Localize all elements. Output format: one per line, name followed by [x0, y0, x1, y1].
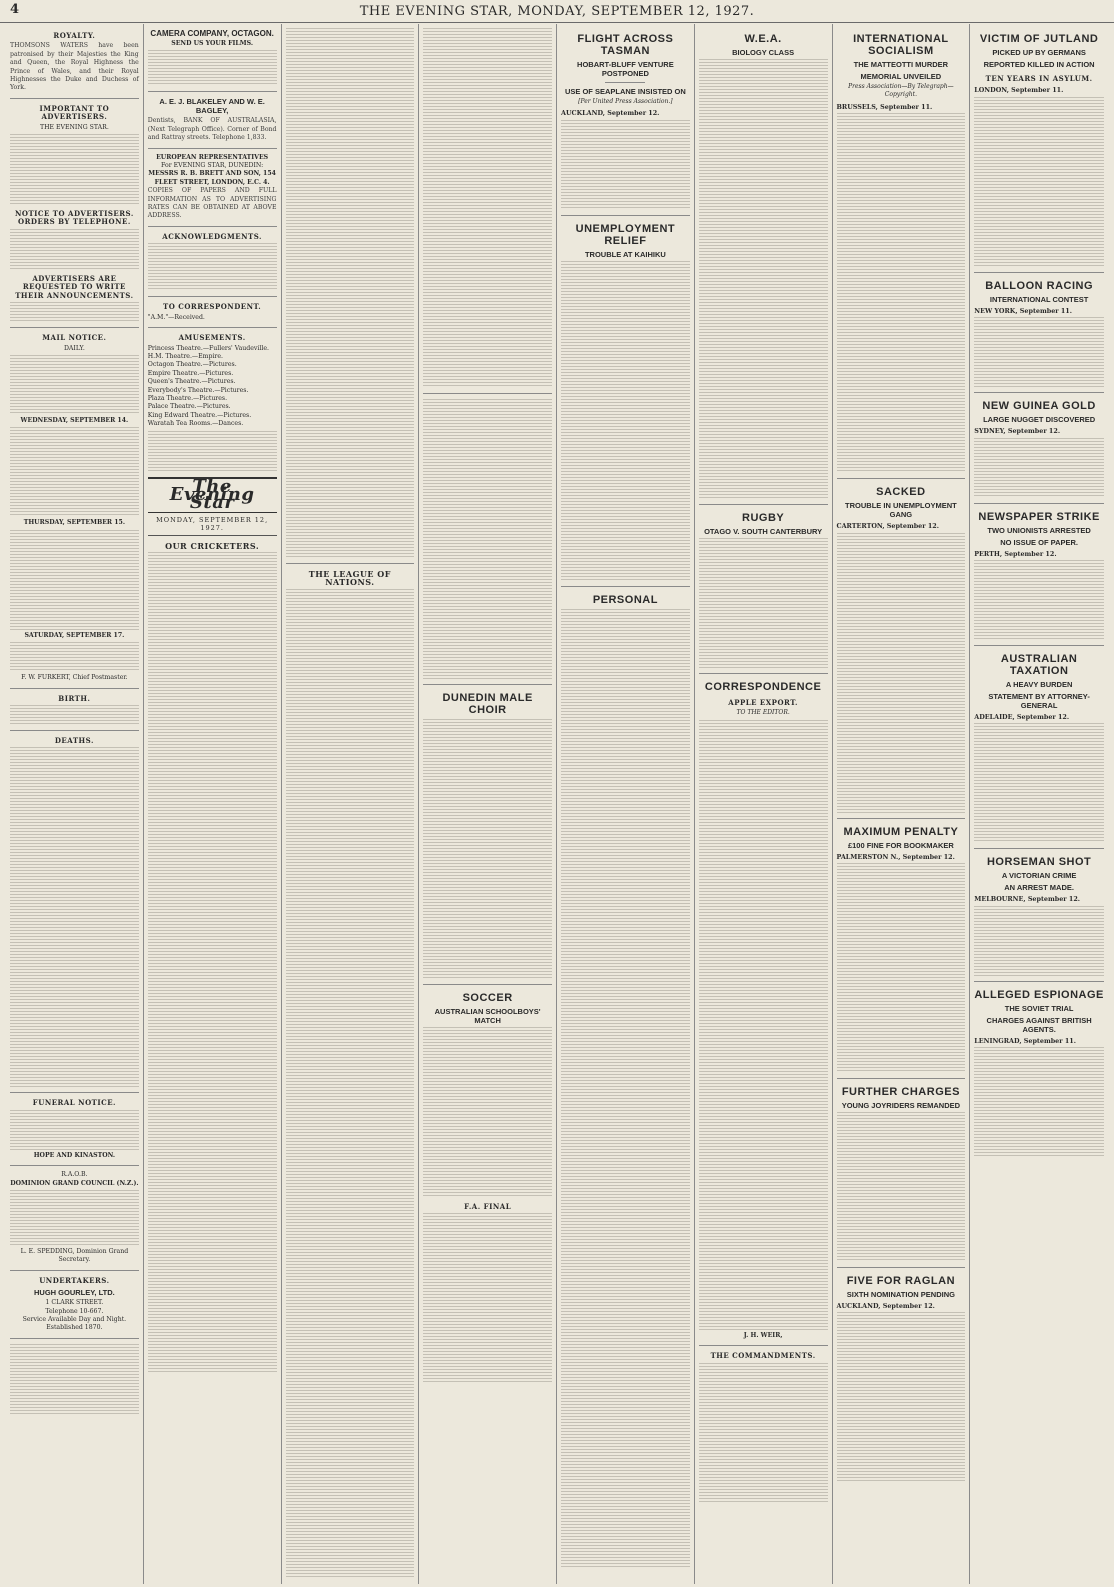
dateline: BRUSSELS, September 11. — [836, 102, 933, 111]
raob-label: R.A.O.B. — [61, 1171, 88, 1179]
cricketers-heading: OUR CRICKETERS. — [165, 540, 260, 551]
article-body — [561, 120, 690, 210]
article-body — [837, 1312, 966, 1482]
amusement-line: Everybody's Theatre.—Pictures. — [147, 386, 249, 394]
horseman-heading: HORSEMAN SHOT — [986, 856, 1092, 869]
article-body — [423, 1213, 552, 1383]
dateline: LONDON, September 11. — [974, 86, 1064, 95]
article-body — [286, 28, 415, 558]
european-sub: For EVENING STAR, DUNEDIN: — [161, 162, 264, 170]
dateline: AUCKLAND, September 12. — [561, 109, 660, 118]
article-body — [699, 1363, 828, 1503]
funeral-signature: HOPE AND KINASTON. — [33, 1151, 116, 1159]
text-block — [148, 50, 277, 86]
divider — [10, 1165, 139, 1166]
charges-subheading: YOUNG JOYRIDERS REMANDED — [841, 1101, 961, 1111]
blakeley-heading: A. E. J. BLAKELEY AND W. E. BAGLEY, — [159, 97, 265, 116]
apple-export-heading: APPLE EXPORT. — [728, 698, 798, 707]
divider — [423, 393, 552, 394]
article-body — [837, 533, 966, 813]
divider — [974, 272, 1104, 273]
divider — [10, 1270, 139, 1271]
rugby-subheading: OTAGO V. SOUTH CANTERBURY — [704, 527, 823, 536]
divider — [699, 504, 828, 505]
jutland-subheading-3: TEN YEARS IN ASYLUM. — [985, 74, 1093, 83]
edition-date: MONDAY, SEPTEMBER 12, 1927. — [148, 516, 277, 536]
soccer-heading: SOCCER — [462, 992, 513, 1004]
amusement-line: King Edward Theatre.—Pictures. — [147, 411, 252, 419]
correspondence-heading: CORRESPONDENCE — [704, 681, 822, 693]
dominion-heading: DOMINION GRAND COUNCIL (N.Z.). — [10, 1179, 139, 1187]
dateline: AUCKLAND, September 12. — [836, 1302, 935, 1311]
mail-heading: MAIL NOTICE. — [42, 333, 107, 343]
article-body — [974, 723, 1104, 843]
text-block — [10, 1344, 139, 1414]
rugby-heading: RUGBY — [742, 512, 785, 524]
column-4 — [419, 24, 557, 1584]
divider — [10, 98, 139, 99]
charges-heading: FURTHER CHARGES — [841, 1086, 960, 1099]
amusement-line: H.M. Theatre.—Empire. — [147, 352, 224, 360]
royalty-heading: ROYALTY. — [53, 31, 96, 40]
weir-signature: J. H. WEIR, — [743, 1331, 783, 1339]
article-body — [974, 906, 1104, 976]
text-block — [10, 1190, 139, 1246]
undertakers-heading: UNDERTAKERS. — [39, 1275, 110, 1285]
divider — [10, 1338, 139, 1339]
thursday-label: THURSDAY, SEPTEMBER 15. — [23, 519, 125, 527]
requested-heading: ADVERTISERS ARE REQUESTED TO WRITE THEIR ANNOUNCEMENTS. — [15, 273, 134, 300]
league-heading: THE LEAGUE OF NATIONS. — [308, 569, 391, 588]
dateline: PERTH, September 12. — [974, 549, 1057, 558]
espionage-heading: ALLEGED ESPIONAGE — [974, 988, 1104, 1001]
article-body — [974, 1047, 1104, 1157]
fa-final-heading: F.A. FINAL — [464, 1202, 512, 1211]
column-8 — [970, 24, 1108, 1584]
important-heading: IMPORTANT TO ADVERTISERS. — [39, 103, 110, 122]
newspaper-title-line: THE EVENING STAR, MONDAY, SEPTEMBER 12, 1927. — [359, 3, 755, 19]
column-6 — [695, 24, 833, 1584]
taxation-subheading-2: STATEMENT BY ATTORNEY-GENERAL — [988, 692, 1090, 711]
divider — [286, 563, 415, 564]
dateline: CARTERTON, September 12. — [836, 522, 939, 531]
text-block — [10, 1110, 139, 1150]
divider — [837, 1078, 966, 1079]
gourley-heading: HUGH GOURLEY, LTD. — [34, 1288, 115, 1298]
wednesday-label: WEDNESDAY, SEPTEMBER 14. — [20, 416, 129, 424]
amusements-heading: AMUSEMENTS. — [178, 333, 246, 343]
divider — [423, 984, 552, 985]
divider — [699, 673, 828, 674]
article-body — [148, 552, 277, 1372]
divider — [837, 478, 966, 479]
article-body — [561, 261, 690, 581]
camera-sub: SEND US YOUR FILMS. — [171, 40, 254, 47]
wea-subheading: BIOLOGY CLASS — [732, 48, 795, 57]
raglan-heading: FIVE FOR RAGLAN — [846, 1275, 956, 1288]
gourley-service: Service Available Day and Night. Established 1870. — [22, 1316, 127, 1332]
divider — [148, 148, 277, 149]
correspondent-heading: TO CORRESPONDENT. — [163, 302, 262, 312]
amusement-line: Waratah Tea Rooms.—Dances. — [147, 420, 244, 428]
column-5 — [557, 24, 695, 1584]
divider — [561, 215, 690, 216]
text-block — [10, 747, 139, 1087]
divider — [974, 848, 1104, 849]
text-block — [10, 427, 139, 517]
strike-subheading: TWO UNIONISTS ARRESTED — [987, 525, 1091, 535]
jutland-heading: VICTIM OF JUTLAND — [979, 33, 1099, 45]
columns — [6, 24, 1108, 1584]
sacked-heading: SACKED — [876, 486, 926, 499]
article-body — [699, 720, 828, 1330]
memorial-subheading: MEMORIAL UNVEILED — [860, 72, 942, 81]
gourley-telephone: Telephone 10-667. — [45, 1307, 104, 1315]
sacked-subheading: TROUBLE IN UNEMPLOYMENT GANG — [845, 501, 957, 520]
article-body — [974, 317, 1104, 387]
divider — [974, 503, 1104, 504]
article-body — [423, 28, 552, 388]
article-body — [699, 59, 828, 499]
divider — [148, 296, 277, 297]
amusement-line: Plaza Theatre.—Pictures. — [147, 394, 228, 402]
to-editor: TO THE EDITOR. — [736, 709, 790, 717]
taxation-subheading: A HEAVY BURDEN — [1005, 680, 1073, 690]
dateline: SYDNEY, September 12. — [974, 427, 1061, 436]
horseman-subheading-2: AN ARREST MADE. — [1004, 883, 1074, 893]
unemployment-heading: UNEMPLOYMENT RELIEF — [575, 222, 676, 247]
strike-heading: NEWSPAPER STRIKE — [978, 510, 1100, 523]
saturday-label: SATURDAY, SEPTEMBER 17. — [24, 631, 125, 639]
dateline: ADELAIDE, September 12. — [974, 713, 1070, 722]
divider — [837, 1267, 966, 1268]
flight-subheading-2: USE OF SEAPLANE INSISTED ON — [564, 87, 686, 96]
short-divider — [605, 82, 645, 83]
amusement-line: Palace Theatre.—Pictures. — [147, 403, 231, 411]
page-number: 4 — [10, 2, 20, 17]
divider — [837, 818, 966, 819]
balloon-subheading: INTERNATIONAL CONTEST — [989, 294, 1089, 304]
article-body — [837, 113, 966, 473]
european-firm: MESSRS R. B. BRETT AND SON, 154 FLEET STREET, LONDON, E.C. 4. — [148, 170, 276, 186]
dateline: PALMERSTON N., September 12. — [836, 852, 955, 861]
dateline: LENINGRAD, September 11. — [974, 1036, 1076, 1045]
article-body — [699, 538, 828, 668]
amusement-line: Empire Theatre.—Pictures. — [147, 369, 234, 377]
article-body — [423, 399, 552, 679]
gourley-address: 1 CLARK STREET. — [45, 1299, 104, 1307]
strike-subheading-2: NO ISSUE OF PAPER. — [1000, 537, 1079, 547]
horseman-subheading: A VICTORIAN CRIME — [1001, 871, 1077, 881]
dateline: NEW YORK, September 11. — [974, 306, 1072, 315]
jutland-subheading: PICKED UP BY GERMANS — [992, 48, 1086, 57]
text-block — [148, 243, 277, 291]
dunedin-choir-heading: DUNEDIN MALE CHOIR — [442, 692, 533, 716]
column-7 — [833, 24, 971, 1584]
daily-label: DAILY. — [63, 344, 85, 352]
divider — [699, 1345, 828, 1346]
article-body — [974, 560, 1104, 640]
article-body — [974, 97, 1104, 267]
dateline: MELBOURNE, September 12. — [974, 895, 1080, 904]
notice-heading: NOTICE TO ADVERTISERS. ORDERS BY TELEPHONE. — [14, 209, 134, 227]
divider — [10, 688, 139, 689]
divider — [148, 91, 277, 92]
copies-notice: COPIES OF PAPERS AND FULL INFORMATION AS TO ADVERTISING RATES CAN BE OBTAINED AT ABOVE ADDRESS. — [147, 187, 277, 220]
postmaster-signature: F. W. FURKERT, Chief Postmaster. — [21, 674, 128, 682]
important-sub: THE EVENING STAR. — [39, 123, 109, 131]
article-body — [561, 609, 690, 1569]
spedding-signature: L. E. SPEDDING, Dominion Grand Secretary. — [20, 1247, 129, 1264]
taxation-heading: AUSTRALIAN TAXATION — [1000, 653, 1078, 678]
flight-heading: FLIGHT ACROSS TASMAN — [577, 33, 674, 57]
commandments-heading: THE COMMANDMENTS. — [710, 1351, 816, 1361]
column-2 — [144, 24, 282, 1584]
correspondent-text: "A.M."—Received. — [147, 313, 205, 321]
divider — [974, 981, 1104, 982]
unemployment-subheading: TROUBLE AT KAIHIKU — [584, 249, 666, 259]
divider — [148, 226, 277, 227]
divider — [423, 684, 552, 685]
wea-heading: W.E.A. — [744, 33, 782, 45]
divider — [10, 327, 139, 328]
espionage-subheading: THE SOVIET TRIAL — [1004, 1003, 1074, 1013]
text-block — [10, 302, 139, 322]
jutland-subheading-2: REPORTED KILLED IN ACTION — [983, 60, 1095, 69]
intl-socialism-heading: INTERNATIONAL SOCIALISM — [853, 33, 949, 57]
text-block — [10, 642, 139, 672]
penalty-heading: MAXIMUM PENALTY — [843, 825, 959, 838]
masthead — [0, 0, 1114, 23]
divider — [10, 730, 139, 731]
amusement-line: Princess Theatre.—Fullers' Vaudeville. — [147, 344, 269, 352]
text-block — [10, 229, 139, 269]
divider — [974, 392, 1104, 393]
press-credit: [Per United Press Association.] — [578, 98, 673, 105]
espionage-subheading-2: CHARGES AGAINST BRITISH AGENTS. — [986, 1015, 1092, 1034]
article-body — [837, 1112, 966, 1262]
text-block — [10, 134, 139, 204]
flight-subheading: HOBART-BLUFF VENTURE POSTPONED — [577, 60, 674, 78]
press-credit: Press Association—By Telegraph—Copyright. — [848, 83, 954, 99]
acknowledgments-heading: ACKNOWLEDGMENTS. — [162, 231, 262, 241]
soccer-subheading: AUSTRALIAN SCHOOLBOYS' MATCH — [434, 1007, 541, 1025]
matteotti-subheading: THE MATTEOTTI MURDER — [853, 60, 949, 69]
divider — [148, 327, 277, 328]
european-heading: EUROPEAN REPRESENTATIVES — [156, 153, 269, 161]
article-body — [286, 589, 415, 1579]
text-block — [148, 431, 277, 471]
raglan-subheading: SIXTH NOMINATION PENDING — [846, 1290, 955, 1300]
amusement-line: Octagon Theatre.—Pictures. — [147, 361, 237, 369]
nameplate: The Evening Star — [148, 477, 277, 513]
amusement-line: Queen's Theatre.—Pictures. — [147, 378, 236, 386]
column-3 — [282, 24, 420, 1584]
personal-heading: PERSONAL — [592, 593, 658, 606]
article-body — [423, 1027, 552, 1197]
divider — [10, 1092, 139, 1093]
text-block — [10, 355, 139, 415]
blakeley-sub: Dentists, BANK OF AUSTRALASIA, (Next Telegraph Office). Corner of Bond and Rattray streets. Telephone 1,833. — [147, 117, 277, 142]
deaths-heading: DEATHS. — [54, 735, 94, 745]
gold-heading: NEW GUINEA GOLD — [982, 400, 1096, 413]
balloon-heading: BALLOON RACING — [985, 279, 1094, 292]
camera-heading: CAMERA COMPANY, OCTAGON. — [150, 29, 274, 38]
birth-heading: BIRTH. — [58, 693, 91, 703]
divider — [974, 645, 1104, 646]
text-block — [10, 530, 139, 630]
text-block — [10, 705, 139, 725]
royalty-text: THOMSONS WATERS have been patronised by their Majesties the King and Queen, the Royal Highness the Prince of Wales, and their Royal Highnesses the Duke and Duchess of York. — [10, 42, 139, 92]
article-body — [837, 863, 966, 1073]
funeral-heading: FUNERAL NOTICE. — [32, 1098, 116, 1108]
article-body — [423, 719, 552, 979]
divider — [561, 586, 690, 587]
column-1 — [6, 24, 144, 1584]
penalty-subheading: £100 FINE FOR BOOKMAKER — [847, 840, 954, 850]
gold-subheading: LARGE NUGGET DISCOVERED — [983, 415, 1096, 425]
article-body — [974, 438, 1104, 498]
